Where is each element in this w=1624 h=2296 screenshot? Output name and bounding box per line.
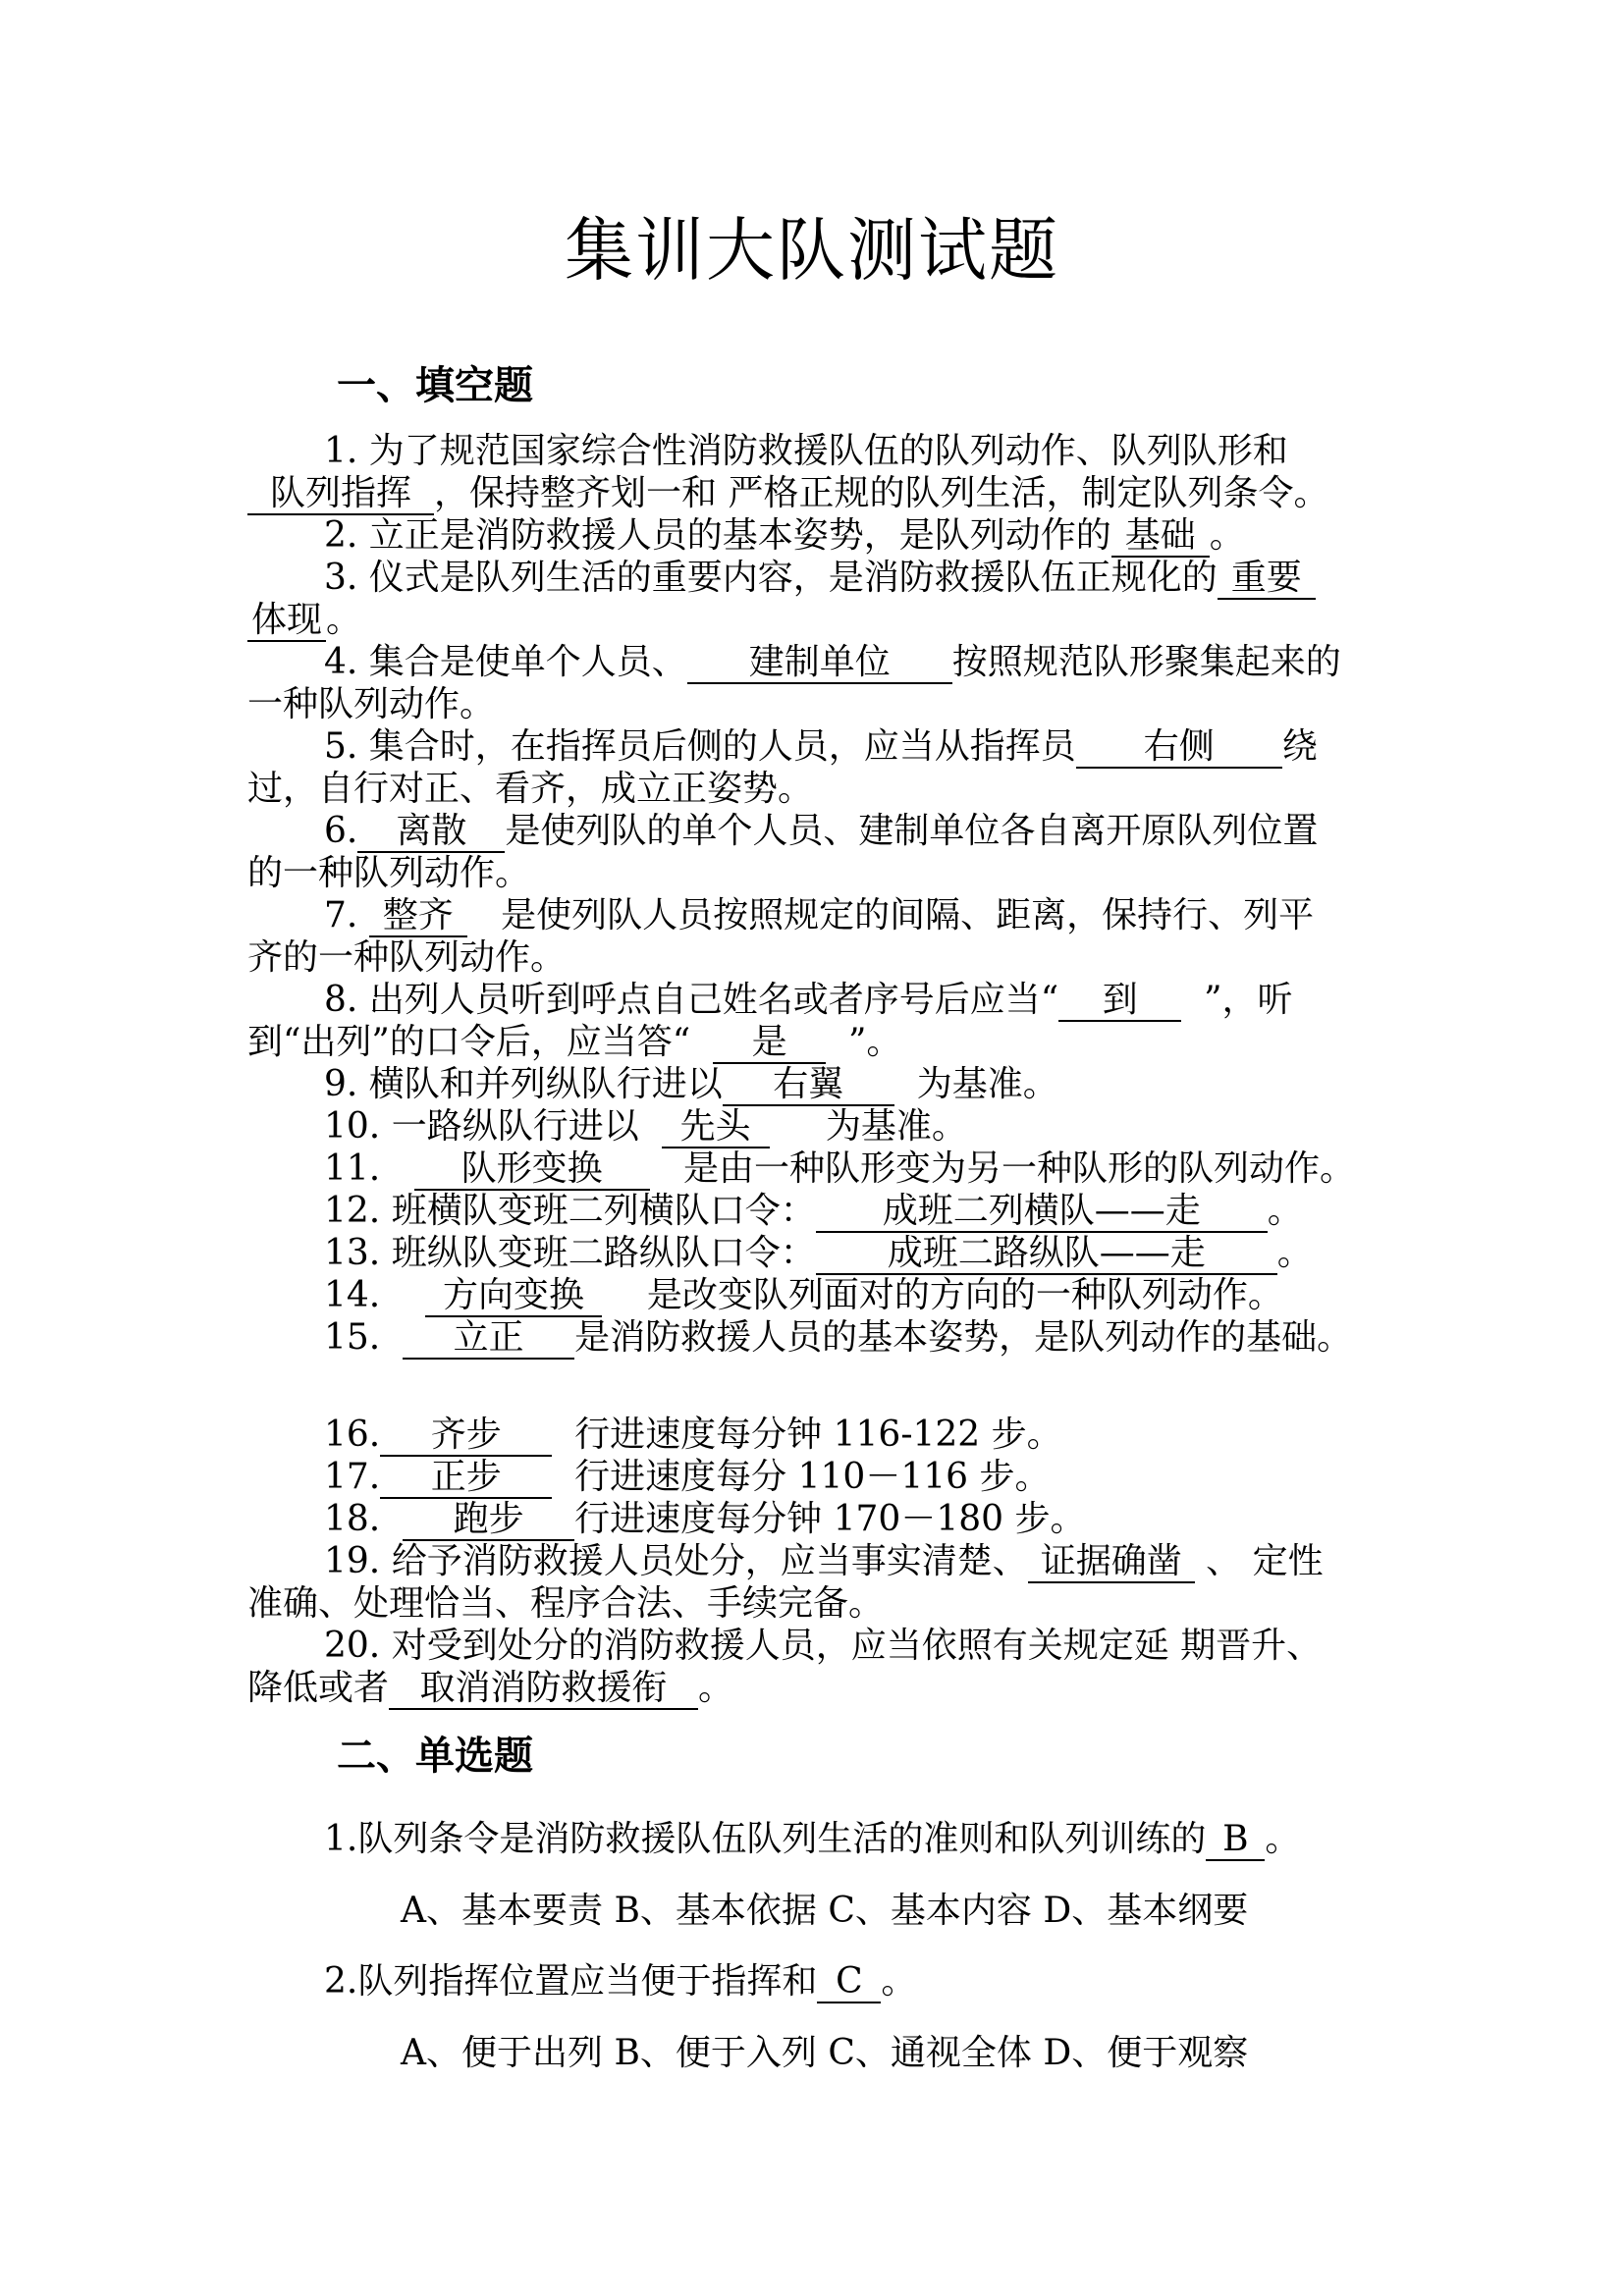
question-13 <box>247 1232 1406 1274</box>
choice-question-1 <box>324 1818 1300 1861</box>
answer-blank: 方向变换 <box>425 1276 602 1317</box>
question-text: 按照规范队形聚集起来的 <box>951 642 1341 682</box>
question-text: 19. 给予消防救援人员处分，应当事实清楚、 <box>324 1541 1028 1581</box>
answer-blank: 成班二路纵队——走 <box>816 1234 1277 1275</box>
section-heading-fill-blank: 一、填空题 <box>337 363 533 408</box>
answer-blank: 立正 <box>403 1318 574 1360</box>
question-text: 行进速度每分钟 116-122 步。 <box>574 1415 1062 1455</box>
answer-blank: 队形变换 <box>414 1149 650 1191</box>
question-8 <box>247 979 1406 1063</box>
question-text: 。 <box>1276 1233 1313 1273</box>
question-text: 是使列队人员按照规定的间隔、距离，保持行、列平 <box>501 895 1315 935</box>
question-text: 13. 班纵队变班二路纵队口令： <box>324 1233 816 1273</box>
answer-blank: 证据确凿 <box>1028 1542 1195 1583</box>
question-text: 11. <box>324 1148 381 1189</box>
choice-options-1: A、基本要责 B、基本依据 C、基本内容 D、基本纲要 <box>401 1891 1249 1931</box>
answer-blank: 跑步 <box>403 1500 574 1541</box>
question-text: 为基准。 <box>916 1064 1058 1104</box>
answer-blank: 取消消防救援衔 <box>389 1669 698 1710</box>
answer-blank: 右侧 <box>1076 727 1282 769</box>
answer-blank: 齐步 <box>380 1415 552 1457</box>
question-17 <box>247 1456 1406 1498</box>
question-text: 齐的一种队列动作。 <box>247 937 567 978</box>
question-text: 5. 集合时，在指挥员后侧的人员，应当从指挥员 <box>324 726 1076 767</box>
question-text: 14. <box>324 1275 381 1315</box>
question-text: 。 <box>1265 1819 1301 1859</box>
question-14 <box>247 1274 1406 1316</box>
answer-blank: 整齐 <box>369 896 467 937</box>
choice-question-2 <box>324 1960 916 2003</box>
answer-blank: 是 <box>713 1023 826 1064</box>
question-15 <box>247 1316 1406 1359</box>
answer-blank: B <box>1206 1820 1265 1861</box>
question-text: 15. <box>324 1317 381 1358</box>
question-text: 。 <box>881 1961 917 2002</box>
question-text: 20. 对受到处分的消防救援人员，应当依照有关规定延 期晋升、 <box>324 1626 1323 1666</box>
question-text: 。 <box>1267 1191 1303 1231</box>
question-text: 的一种队列动作。 <box>247 853 531 893</box>
question-text: 16. <box>324 1415 381 1455</box>
question-text: 12. 班横队变班二列横队口令： <box>324 1191 816 1231</box>
question-6 <box>247 810 1406 894</box>
question-text: 1.队列条令是消防救援队伍队列生活的准则和队列训练的 <box>324 1819 1207 1859</box>
question-text: 3. 仪式是队列生活的重要内容，是消防救援队伍正规化的 <box>324 558 1218 598</box>
question-7 <box>247 894 1406 979</box>
question-16 <box>247 1414 1406 1456</box>
answer-blank: C <box>817 1962 881 2003</box>
answer-blank: 先头 <box>662 1107 770 1148</box>
question-text: 到“出列”的口令后，应当答“ <box>247 1022 691 1062</box>
answer-blank: 正步 <box>380 1458 552 1499</box>
answer-blank: 到 <box>1058 981 1181 1022</box>
question-1 <box>247 430 1406 514</box>
question-3 <box>247 557 1406 641</box>
question-text: ，保持整齐划一和 严格正规的队列生活，制定队列条令。 <box>434 473 1329 513</box>
question-5 <box>247 725 1406 810</box>
answer-blank: 基础 <box>1111 516 1210 558</box>
question-9 <box>247 1063 1406 1105</box>
question-text: 准确、处理恰当、程序合法、手续完备。 <box>247 1583 885 1624</box>
answer-blank: 体现 <box>247 601 326 642</box>
question-text: 10. 一路纵队行进以 <box>324 1106 639 1147</box>
question-text: 行进速度每分 110－116 步。 <box>574 1457 1051 1497</box>
answer-blank: 成班二列横队——走 <box>816 1192 1268 1233</box>
question-20 <box>247 1625 1406 1709</box>
section-heading-single-choice: 二、单选题 <box>337 1734 533 1779</box>
question-4 <box>247 641 1406 725</box>
question-text: 2.队列指挥位置应当便于指挥和 <box>324 1961 818 2002</box>
question-text: 。 <box>698 1668 734 1708</box>
question-text: 过，自行对正、看齐，成立正姿势。 <box>247 769 814 809</box>
question-text: 17. <box>324 1457 381 1497</box>
question-text: ”。 <box>848 1022 902 1062</box>
question-text: 是改变队列面对的方向的一种队列动作。 <box>646 1275 1283 1315</box>
question-text: 一种队列动作。 <box>247 684 496 724</box>
question-text: 是消防救援人员的基本姿势，是队列动作的基础。 <box>574 1317 1353 1358</box>
question-text: 1. 为了规范国家综合性消防救援队伍的队列动作、队列队形和 <box>324 431 1288 471</box>
question-text: 行进速度每分钟 170－180 步。 <box>574 1499 1086 1539</box>
answer-blank: 右翼 <box>723 1065 894 1106</box>
question-text: 8. 出列人员听到呼点自己姓名或者序号后应当“ <box>324 980 1059 1020</box>
question-12 <box>247 1190 1406 1232</box>
question-19 <box>247 1540 1406 1625</box>
answer-blank: 建制单位 <box>687 643 952 684</box>
question-text: 2. 立正是消防救援人员的基本姿势，是队列动作的 <box>324 515 1111 556</box>
question-10 <box>247 1105 1406 1148</box>
page-title: 集训大队测试题 <box>565 210 1059 291</box>
question-text: 绕 <box>1281 726 1318 767</box>
question-text: 18. <box>324 1499 381 1539</box>
question-text: 是使列队的单个人员、建制单位各自离开原队列位置 <box>505 811 1319 851</box>
question-text: 4. 集合是使单个人员、 <box>324 642 687 682</box>
answer-blank: 队列指挥 <box>247 474 434 515</box>
question-text: ”，听 <box>1204 980 1293 1020</box>
question-text: 是由一种队形变为另一种队形的队列动作。 <box>682 1148 1355 1189</box>
question-text: 、 定性 <box>1206 1541 1324 1581</box>
question-11 <box>247 1148 1406 1190</box>
question-text: 。 <box>1209 515 1245 556</box>
choice-options-2: A、便于出列 B、便于入列 C、通视全体 D、便于观察 <box>401 2033 1249 2073</box>
question-text: 9. 横队和并列纵队行进以 <box>324 1064 723 1104</box>
question-text: 。 <box>326 600 362 640</box>
answer-blank: 离散 <box>357 812 505 853</box>
question-18 <box>247 1498 1406 1540</box>
question-text: 6. <box>324 811 358 851</box>
question-text: 7. <box>324 895 358 935</box>
question-2 <box>247 514 1406 557</box>
question-text: 为基准。 <box>825 1106 967 1147</box>
answer-blank: 重要 <box>1218 559 1316 600</box>
question-text: 降低或者 <box>247 1668 390 1708</box>
